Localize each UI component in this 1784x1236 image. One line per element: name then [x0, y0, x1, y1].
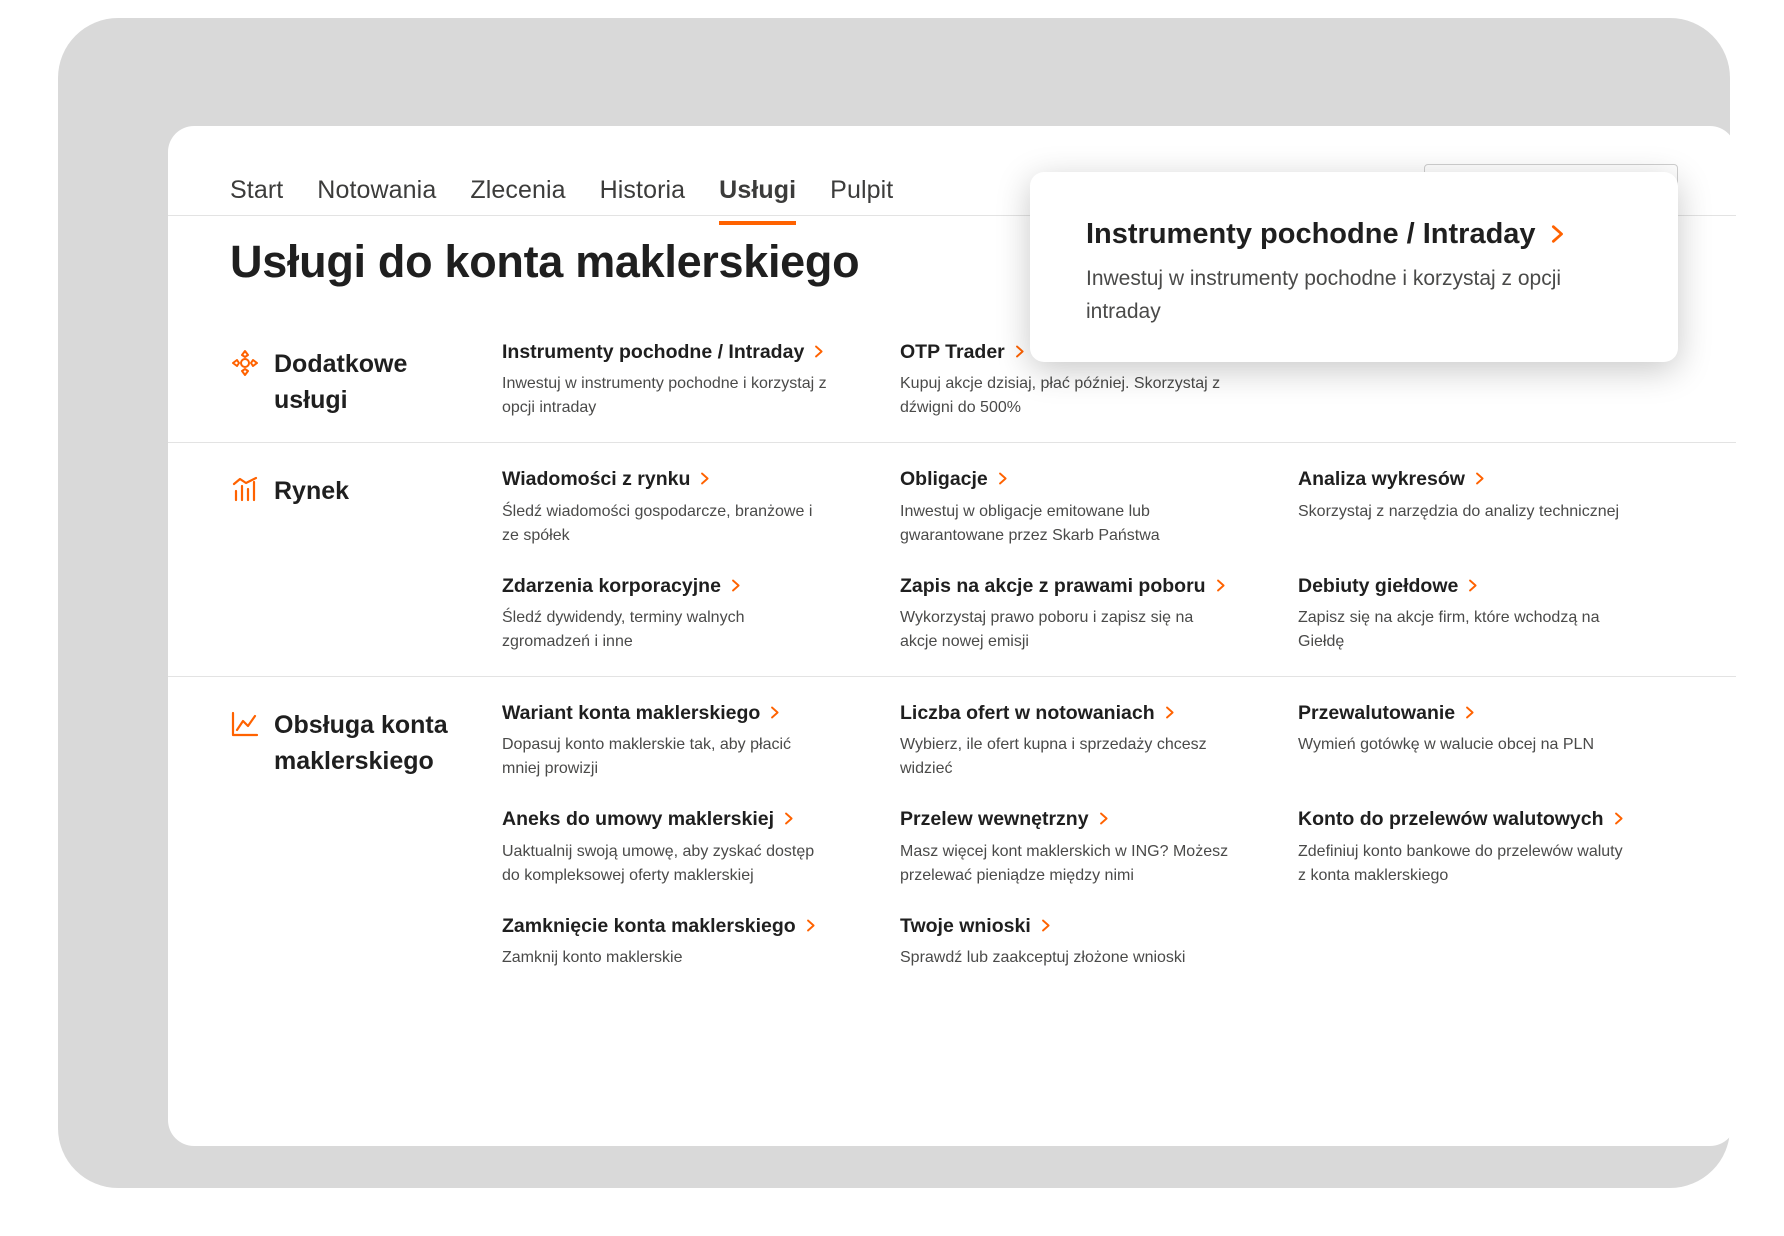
service-card-description: Inwestuj w obligacje emitowane lub gwarantowane przez Skarb Państwa	[900, 502, 1160, 544]
chevron-right-icon	[1611, 811, 1626, 826]
service-card-title-text: Przewalutowanie	[1298, 702, 1456, 725]
service-card-description: Zamknij konto maklerskie	[502, 949, 683, 967]
service-card[interactable]	[1298, 807, 1628, 887]
service-card[interactable]	[900, 807, 1230, 887]
chevron-right-icon	[803, 918, 818, 933]
nav-item-start[interactable]: Start	[230, 176, 284, 204]
service-card-title	[900, 807, 1230, 832]
service-card-title	[900, 914, 1230, 939]
chevron-right-icon	[1012, 344, 1027, 359]
service-card-description: Skorzystaj z narzędzia do analizy technicznej	[1298, 502, 1620, 520]
service-card-title-text: Zamknięcie konta maklerskiego	[502, 914, 796, 937]
service-card-description: Uaktualnij swoją umowę, aby zyskać dostęp do kompleksowej oferty maklerskiej	[502, 842, 815, 884]
chevron-right-icon	[1472, 471, 1487, 486]
service-card-title-text: Konto do przelewów walutowych	[1298, 808, 1604, 831]
services-content	[168, 316, 1736, 992]
service-card[interactable]	[502, 807, 832, 887]
service-card-title	[502, 701, 832, 726]
line-chart-icon	[230, 709, 260, 739]
service-card[interactable]	[900, 701, 1230, 781]
section-card-grid	[502, 467, 1674, 654]
service-card-title	[1298, 574, 1628, 599]
nav-items	[230, 176, 893, 225]
section-title: Rynek	[274, 477, 350, 506]
service-card-title-text: Analiza wykresów	[1298, 468, 1465, 491]
service-card[interactable]	[1298, 574, 1628, 654]
service-card[interactable]	[900, 467, 1230, 547]
service-card[interactable]	[502, 914, 832, 970]
service-card-title	[502, 914, 832, 939]
service-card[interactable]	[502, 340, 832, 420]
nav-item-notowania[interactable]: Notowania	[317, 176, 437, 204]
tooltip-title	[1086, 218, 1622, 251]
section-title: Dodatkowe usługi	[274, 350, 408, 415]
service-card-title	[1298, 807, 1628, 832]
nav-item-pulpit[interactable]: Pulpit	[830, 176, 894, 204]
service-card-title	[502, 340, 832, 365]
service-card[interactable]	[502, 701, 832, 781]
service-card-title-text: Wiadomości z rynku	[502, 468, 691, 491]
service-card[interactable]	[1298, 701, 1628, 781]
service-card-description: Wybierz, ile ofert kupna i sprzedaży chcesz widzieć	[900, 736, 1207, 778]
chevron-right-icon	[728, 578, 743, 593]
chevron-right-icon	[697, 471, 712, 486]
service-card-description: Wykorzystaj prawo poboru i zapisz się na akcje nowej emisji	[900, 609, 1194, 651]
nav-item-us-ugi[interactable]: Usługi	[719, 176, 796, 225]
service-card-title	[900, 574, 1230, 599]
section-title: Obsługa konta maklerskiego	[274, 711, 448, 776]
chevron-right-icon	[811, 344, 826, 359]
chevron-right-icon	[995, 471, 1010, 486]
service-card[interactable]	[900, 914, 1230, 970]
service-card-title-text: Aneks do umowy maklerskiej	[502, 808, 775, 831]
service-card-title	[1298, 701, 1628, 726]
service-card-description: Śledź wiadomości gospodarcze, branżowe i ze spółek	[502, 502, 813, 544]
section-inner	[230, 443, 1674, 676]
service-card-title-text: Wariant konta maklerskiego	[502, 702, 761, 725]
settings-gear-icon	[230, 348, 260, 378]
page-title: Usługi do konta maklerskiego	[230, 236, 860, 287]
chevron-right-icon	[1162, 705, 1177, 720]
tooltip-description: Inwestuj w instrumenty pochodne i korzystaj z opcji intraday	[1086, 267, 1562, 323]
service-card-description: Inwestuj w instrumenty pochodne i korzystaj z opcji intraday	[502, 375, 827, 417]
nav-item-zlecenia[interactable]: Zlecenia	[470, 176, 566, 204]
chevron-right-icon	[1096, 811, 1111, 826]
service-card-title-text: Zdarzenia korporacyjne	[502, 574, 721, 597]
service-card-description: Masz więcej kont maklerskich w ING? Możesz przelewać pieniądze między nimi	[900, 842, 1229, 884]
service-card[interactable]	[502, 467, 832, 547]
service-card-description: Zdefiniuj konto bankowe do przelewów waluty z konta maklerskiego	[1298, 842, 1623, 884]
chevron-right-icon	[1465, 578, 1480, 593]
service-card-title	[900, 467, 1230, 492]
section-inner	[230, 677, 1674, 992]
service-card-title	[1298, 467, 1628, 492]
browser-screen	[168, 126, 1736, 1146]
section-card-grid	[502, 701, 1674, 970]
bar-chart-icon	[230, 475, 260, 505]
chevron-right-icon	[781, 811, 796, 826]
service-card-description: Kupuj akcje dzisiaj, płać później. Skorzystaj z dźwigni do 500%	[900, 375, 1221, 417]
service-card-title-text: Obligacje	[900, 468, 988, 491]
tooltip-title-text: Instrumenty pochodne / Intraday	[1086, 218, 1536, 250]
device-frame	[58, 18, 1730, 1188]
service-card-title-text: Debiuty giełdowe	[1298, 574, 1459, 597]
service-card-description: Zapisz się na akcje firm, które wchodzą na Giełdę	[1298, 609, 1600, 651]
service-card-title-text: Przelew wewnętrzny	[900, 808, 1089, 831]
chevron-right-icon	[1038, 918, 1053, 933]
service-card-description: Dopasuj konto maklerskie tak, aby płacić mniej prowizji	[502, 736, 792, 778]
section-header	[230, 701, 502, 970]
service-card-title-text: OTP Trader	[900, 341, 1005, 363]
nav-item-historia[interactable]: Historia	[599, 176, 686, 204]
service-card-title-text: Liczba ofert w notowaniach	[900, 702, 1155, 725]
section-header	[230, 340, 502, 420]
service-card-description: Sprawdź lub zaakceptuj złożone wnioski	[900, 949, 1186, 967]
service-card-title-text: Twoje wnioski	[900, 914, 1031, 937]
service-card-title-text: Zapis na akcje z prawami poboru	[900, 574, 1206, 597]
service-card-title-text: Instrumenty pochodne / Intraday	[502, 341, 805, 363]
chevron-right-icon	[1213, 578, 1228, 593]
service-card-title	[502, 574, 832, 599]
service-card-title	[502, 467, 832, 492]
service-card-title	[502, 807, 832, 832]
service-section	[168, 442, 1736, 676]
chevron-right-icon	[1462, 705, 1477, 720]
chevron-right-icon	[1546, 223, 1568, 245]
chevron-right-icon	[767, 705, 782, 720]
service-card-description: Śledź dywidendy, terminy walnych zgromadzeń i inne	[502, 609, 745, 651]
service-card[interactable]	[1298, 467, 1628, 547]
hover-tooltip-card[interactable]	[1030, 172, 1678, 362]
service-card[interactable]	[502, 574, 832, 654]
section-header	[230, 467, 502, 654]
service-section	[168, 676, 1736, 992]
service-card[interactable]	[900, 574, 1230, 654]
service-card-title	[900, 701, 1230, 726]
service-card-description: Wymień gotówkę w walucie obcej na PLN	[1298, 736, 1594, 754]
